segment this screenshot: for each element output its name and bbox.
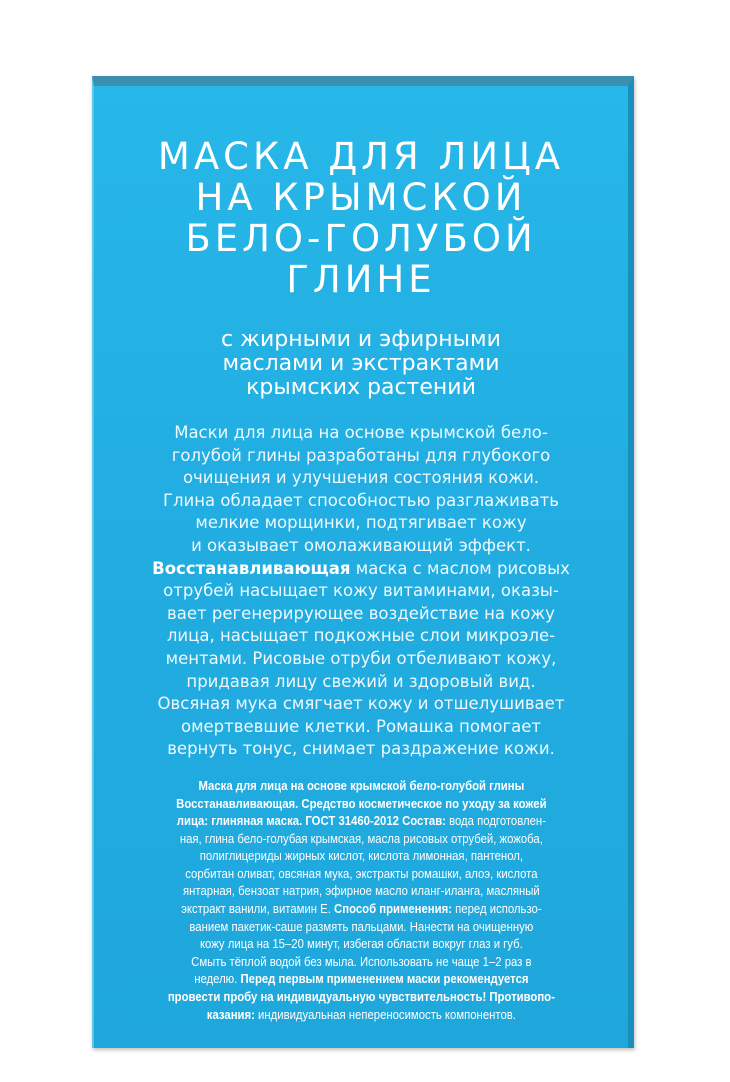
desc-line: голубой глины разработаны для глубокого (171, 445, 551, 465)
comp-text: индивидуальная непереносимость компонентов. (254, 1007, 516, 1022)
title-line: НА КРЫМСКОЙ (195, 176, 527, 219)
comp-line (94, 1007, 627, 1025)
desc-line: очищения и улучшения состояния кожи. (182, 468, 540, 488)
subtitle-line: с жирными и эфирными (221, 327, 501, 352)
desc-line: придавая лицу свежий и здоровый вид. (186, 671, 536, 691)
comp-bold: Способ применения: (333, 902, 452, 917)
comp-bold: лица: глиняная маска. ГОСТ 31460-2012 Состав: (176, 814, 446, 829)
comp-line: полиглицериды жирных кислот, кислота лимонная, пантенол, (199, 849, 523, 864)
comp-line: сорбитан оливат, овсяная мука, экстракты ромашки, алоэ, кислота (184, 866, 538, 881)
desc-line: вает регенерирующее воздействие на кожу (167, 603, 555, 623)
product-description (94, 422, 628, 761)
comp-text: экстракт ванили, витамин Е. (180, 902, 334, 917)
desc-line: отрубей насыщает кожу витаминами, оказы- (163, 581, 559, 601)
comp-line (94, 901, 627, 919)
title-line: ГЛИНЕ (286, 258, 436, 301)
comp-text: неделю. (193, 972, 241, 987)
desc-highlight-rest: маска с маслом рисовых (350, 558, 570, 578)
comp-line (94, 989, 627, 1007)
desc-line (94, 558, 628, 581)
product-title (94, 136, 628, 300)
comp-line (94, 813, 627, 831)
product-subtitle (94, 328, 628, 400)
desc-line: Маски для лица на основе крымской бело- (174, 423, 548, 442)
desc-line: Овсяная мука смягчает кожу и отшелушивает (157, 694, 565, 714)
comp-line (94, 778, 627, 796)
comp-line: кожу лица на 15–20 минут, избегая области вокруг глаз и губ. (199, 937, 523, 952)
comp-bold: провести пробу на индивидуальную чувствительность! Противопо- (167, 990, 555, 1005)
desc-highlight: Восстанавливающая (152, 558, 351, 578)
title-line: МАСКА ДЛЯ ЛИЦА (157, 135, 565, 178)
subtitle-line: крымских растений (246, 375, 476, 400)
desc-line: Глина обладает способностью разглаживать (162, 490, 560, 510)
package-panel (92, 76, 634, 1048)
desc-line: ментами. Рисовые отруби отбеливают кожу, (165, 648, 557, 668)
subtitle-line: маслами и экстрактами (222, 351, 500, 376)
desc-line: лица, насыщает подкожные слои микроэле- (166, 626, 556, 646)
comp-line: Смыть тёплой водой без мыла. Использовать не чаще 1–2 раз в (190, 954, 532, 969)
comp-line: ванием пакетик-саше размять пальцами. Нанести на очищенную (189, 919, 533, 934)
comp-line: янтарная, бензоат натрия, эфирное масло иланг-иланга, масляный (182, 884, 540, 899)
desc-line: и оказывает омолаживающий эффект. (191, 535, 531, 555)
comp-bold: Перед первым применением маски рекомендуется (240, 972, 529, 987)
comp-text: вода подготовлен- (445, 814, 546, 829)
comp-text: перед использо- (451, 902, 542, 917)
composition-block (94, 778, 627, 1024)
desc-line: вернуть тонус, снимает раздражение кожи. (167, 739, 555, 759)
comp-line (94, 971, 627, 989)
comp-bold: Маска для лица на основе крымской бело-голубой глины (198, 778, 524, 793)
title-line: БЕЛО-ГОЛУБОЙ (185, 217, 537, 260)
comp-bold: Восстанавливающая. Средство косметическое по уходу за кожей (175, 796, 547, 811)
desc-line: омертвевшие клетки. Ромашка помогает (180, 716, 542, 736)
comp-line: ная, глина бело-голубая крымская, масла рисовых отрубей, жожоба, (179, 831, 543, 846)
comp-line (94, 796, 627, 814)
comp-bold: казания: (206, 1007, 255, 1022)
desc-line: мелкие морщинки, подтягивает кожу (195, 513, 527, 533)
